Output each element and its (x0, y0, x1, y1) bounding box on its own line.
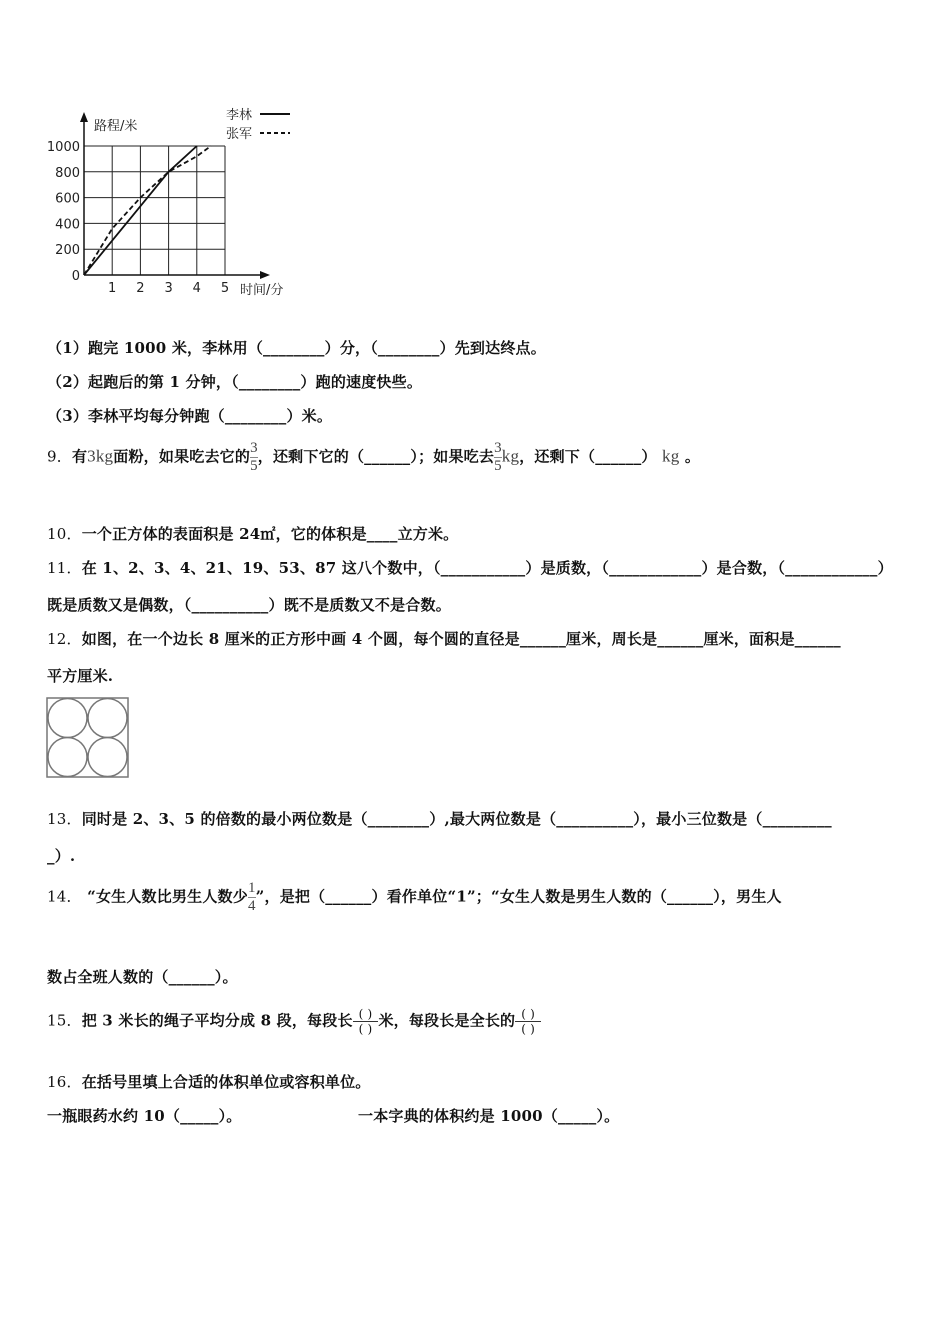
circle-top-right (88, 699, 127, 738)
question-8-part-1: （1）跑完 1000 米，李林用（________）分，（________）先到达终点。 (47, 339, 546, 357)
x-tick-label: 2 (136, 281, 145, 296)
q9-unit-1: kg (501, 446, 520, 466)
chart-x-ticks (108, 281, 229, 296)
square-with-four-circles-figure (46, 697, 130, 779)
q9-text-3: ，还剩下它的（______）；如果吃去 (257, 447, 495, 466)
y-axis-label: 路程/米 (94, 119, 138, 134)
question-number: 15． (47, 1011, 82, 1030)
q12-line-1: 如图，在一个边长 8 厘米的正方形中画 4 个圆，每个圆的直径是______厘米，周长是______厘米，面积是______ (81, 630, 841, 648)
x-tick-label: 3 (164, 281, 173, 296)
x-axis-label: 时间/分 (240, 283, 284, 298)
question-14-line-1 (47, 880, 782, 915)
x-tick-label: 5 (220, 281, 230, 296)
q9-text-4: ，还剩下（______） (519, 447, 657, 466)
q9-fraction-2: $\frac{3}{5}$ (494, 440, 502, 474)
q14-text-2: ”，是把（______）看作单位“1”；“女生人数是男生人数的（______），男生人 (255, 887, 782, 906)
q14-fraction: $\frac{1}{4}$ (247, 880, 256, 914)
square-outline (47, 698, 128, 777)
q9-text-1: 有 (71, 447, 88, 466)
q15-blank-fraction-1: ( ) ( ) (353, 1007, 379, 1036)
question-number: 11． (47, 559, 82, 577)
q9-amount: 3kg (87, 446, 114, 466)
question-16-item-a: 一瓶眼药水约 10（_____）。 (47, 1107, 242, 1125)
legend-label-lilin: 李林 (226, 108, 253, 123)
q15-blank-fraction-2: ( ) ( ) (515, 1007, 541, 1036)
question-number: 9． (47, 447, 72, 466)
y-tick-label: 1000 (46, 140, 80, 155)
q16-text: 在括号里填上合适的体积单位或容积单位。 (81, 1073, 371, 1091)
distance-time-chart (40, 100, 310, 305)
legend-label-zhangjun: 张军 (226, 127, 253, 142)
x-tick-label: 1 (108, 281, 117, 296)
question-11-line-1 (47, 557, 893, 578)
q13-line-1: 同时是 2、3、5 的倍数的最小两位数是（________）,最大两位数是（__________），最小三位数是（_________ (81, 810, 832, 828)
circle-bottom-right (88, 738, 127, 777)
x-tick-label: 4 (192, 281, 201, 296)
y-axis-arrow (80, 112, 88, 122)
y-tick-label: 600 (55, 191, 80, 207)
question-9 (47, 440, 700, 475)
q10-text: 一个正方体的表面积是 24㎡，它的体积是____立方米。 (81, 525, 459, 543)
question-15 (47, 1007, 541, 1036)
chart-legend (226, 107, 290, 142)
y-tick-label: 200 (55, 243, 80, 259)
question-number: 16． (47, 1073, 82, 1091)
question-13-line-1 (47, 808, 832, 829)
question-16 (47, 1071, 371, 1092)
question-14-line-2: 数占全班人数的（______）。 (47, 968, 238, 986)
y-tick-label: 800 (55, 165, 80, 181)
q9-unit-2: kg (662, 446, 680, 466)
chart-y-ticks (47, 140, 80, 284)
question-16-item-b: 一本字典的体积约是 1000（_____）。 (358, 1107, 620, 1125)
series-line-zhangjun (84, 146, 211, 275)
q9-text-2: 面粉，如果吃去它的 (113, 447, 251, 466)
question-number: 13． (47, 810, 82, 828)
question-10 (47, 523, 458, 544)
q15-text-2: 米，每段长是全长的 (378, 1011, 516, 1030)
question-8-part-2: （2）起跑后的第 1 分钟，（________）跑的速度快些。 (47, 373, 423, 391)
question-number: 14． (47, 887, 82, 906)
chart-grid (84, 146, 225, 275)
y-tick-label: 0 (71, 269, 80, 284)
question-8-part-3: （3）李林平均每分钟跑（________）米。 (47, 407, 333, 425)
x-axis-arrow (260, 271, 270, 279)
circle-top-left (48, 699, 87, 738)
circle-bottom-left (48, 738, 87, 777)
question-12-line-1 (47, 628, 841, 649)
question-11-line-2: 既是质数又是偶数，（__________）既不是质数又不是合数。 (47, 596, 451, 614)
y-tick-label: 400 (55, 217, 80, 233)
q15-text-1: 把 3 米长的绳子平均分成 8 段，每段长 (81, 1011, 353, 1030)
question-12-line-2: 平方厘米. (47, 667, 114, 685)
question-number: 12． (47, 630, 82, 648)
question-number: 10． (47, 525, 82, 543)
q9-text-5: 。 (684, 447, 701, 466)
q9-fraction-1: $\frac{3}{5}$ (250, 440, 258, 474)
q11-line-1: 在 1、2、3、4、21、19、53、87 这八个数中，（___________）是质数，（____________）是合数，（____________） (81, 559, 893, 577)
q14-text-1: “女生人数比男生人数少 (87, 887, 248, 906)
question-13-line-2: _）. (47, 847, 76, 865)
chart-series (84, 146, 211, 275)
